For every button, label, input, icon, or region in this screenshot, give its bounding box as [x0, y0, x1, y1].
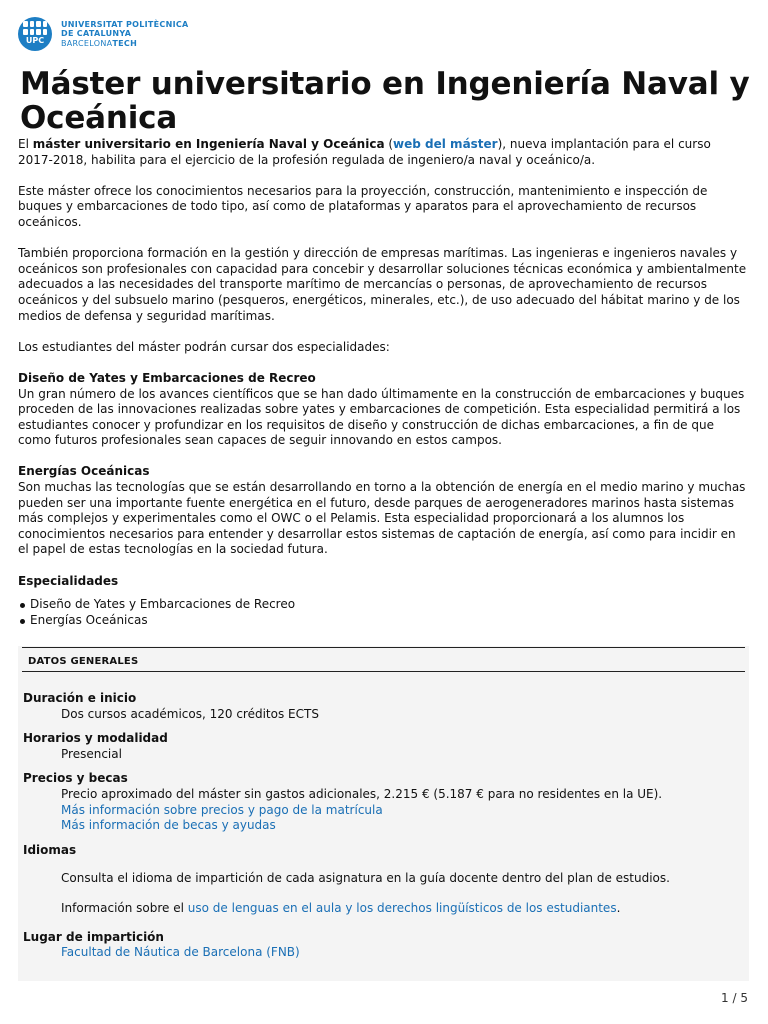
panel-header: [22, 647, 745, 672]
intro-paragraph-2: Este máster ofrece los conocimientos necesarios para la proyección, construcción, mantenimiento e inspección de buques y embarcaciones de todo tipo, así como de plataformas y aparatos para el aprovechamiento de recursos oceánicos.: [18, 183, 708, 229]
specialty-title: Energías Oceánicas: [18, 464, 150, 479]
specialty-text: Un gran número de los avances científicos que se han dado últimamente en la construcción de embarcaciones y buques proceden de las innovaciones realizadas sobre yates y embarcaciones de competición. Esta especialidad permitirá a los estudiantes conocer y profundizar en los requisitos de diseño y construcción de dichas embarcaciones, a fin de que como futuros profesionales sean capaces de seguir innovando en estos campos.: [18, 386, 745, 448]
especialidades-heading: Especialidades: [18, 573, 119, 588]
intro-paragraph-3: También proporciona formación en la gestión y dirección de empresas marítimas. Las ingenieras e ingenieros navales y oceánicos son profesionales con capacidad para concebir y desarrollar soluciones técnicas económica y ambientalmente adecuados a las necesidades del transporte marítimo de mercancías o personas, de aprovechamiento de recursos oceánicos y del subsuelo marino (pesqueros, energéticos, minerales, etc.), de uso adecuado del hábitat marino y de los medios de defensa y seguridad marítimas.: [18, 246, 747, 323]
becas-link[interactable]: Más información de becas y ayudas: [61, 818, 276, 833]
list-item: Energías Oceánicas: [18, 613, 748, 629]
specialty-text: Son muchas las tecnologías que se están desarrollando en torno a la obtención de energía en el medio marino y muchas pueden ser una importante fuente energética en el futuro, desde parques de aerogeneradores marinos hasta sistemas más complejos y experimentales como el OWC o el Pelamis. Esta especialidad proporcionará a los alumnos los conocimientos necesarios para entender y desarrollar estos sistemas de captación de energía, así como para incidir en el papel de estas tecnologías en la sociedad futura.: [18, 480, 746, 557]
fnb-link[interactable]: Facultad de Náutica de Barcelona (FNB): [61, 945, 300, 960]
horarios-term: Horarios y modalidad: [23, 731, 168, 746]
page-number: 1 / 5: [721, 991, 748, 1005]
intro-paragraph-1: El máster universitario en Ingeniería Naval y Oceánica (web del máster), nueva implantación para el curso 2017-2018, habilita para el ejercicio de la profesión regulada de ingeniero/a naval y oceánico/a.: [18, 137, 711, 167]
main-content: [18, 137, 748, 628]
list-item: Diseño de Yates y Embarcaciones de Recreo: [18, 597, 748, 613]
idiomas-value-1: Consulta el idioma de impartición de cada asignatura en la guía docente dentro del plan de estudios.: [61, 871, 670, 886]
lugar-term: Lugar de impartición: [23, 929, 164, 944]
logo-line-2: DE CATALUNYA: [61, 29, 132, 39]
precios-term: Precios y becas: [23, 771, 128, 786]
idiomas-value-2: Información sobre el uso de lenguas en el aula y los derechos lingüísticos de los estudiantes.: [61, 900, 621, 915]
upc-logo-icon: [18, 17, 52, 51]
panel-header-label: DATOS GENERALES: [28, 656, 139, 667]
datos-generales-panel: [18, 646, 749, 981]
intro-paragraph-4: Los estudiantes del máster podrán cursar dos especialidades:: [18, 339, 390, 354]
precios-value: Precio aproximado del máster sin gastos adicionales, 2.215 € (5.187 € para no residentes en la UE).: [61, 786, 663, 801]
logo-wordmark: [61, 20, 189, 49]
panel-body: [23, 691, 743, 961]
duracion-term: Duración e inicio: [23, 691, 137, 705]
logo-line-1: UNIVERSITAT POLITÈCNICA: [61, 19, 189, 29]
logo-line-3: BARCELONATECH: [61, 38, 138, 48]
duracion-value: Dos cursos académicos, 120 créditos ECTS: [61, 706, 319, 721]
specialty-title: Diseño de Yates y Embarcaciones de Recreo: [18, 370, 316, 385]
horarios-value: Presencial: [61, 746, 122, 761]
upc-logo[interactable]: [18, 16, 189, 52]
web-master-link[interactable]: web del máster: [393, 137, 498, 151]
page-title: Máster universitario en Ingeniería Naval y Oceánica: [20, 66, 750, 136]
idiomas-term: Idiomas: [23, 842, 77, 857]
uso-lenguas-link[interactable]: uso de lenguas en el aula y los derechos lingüísticos de los estudiantes: [187, 900, 617, 915]
specialty-block: [18, 464, 748, 558]
logo-mark-text: UPC: [25, 36, 45, 45]
especialidades-list: [18, 597, 748, 628]
precios-matricula-link[interactable]: Más información sobre precios y pago de la matrícula: [61, 802, 383, 817]
specialty-block: [18, 371, 748, 449]
